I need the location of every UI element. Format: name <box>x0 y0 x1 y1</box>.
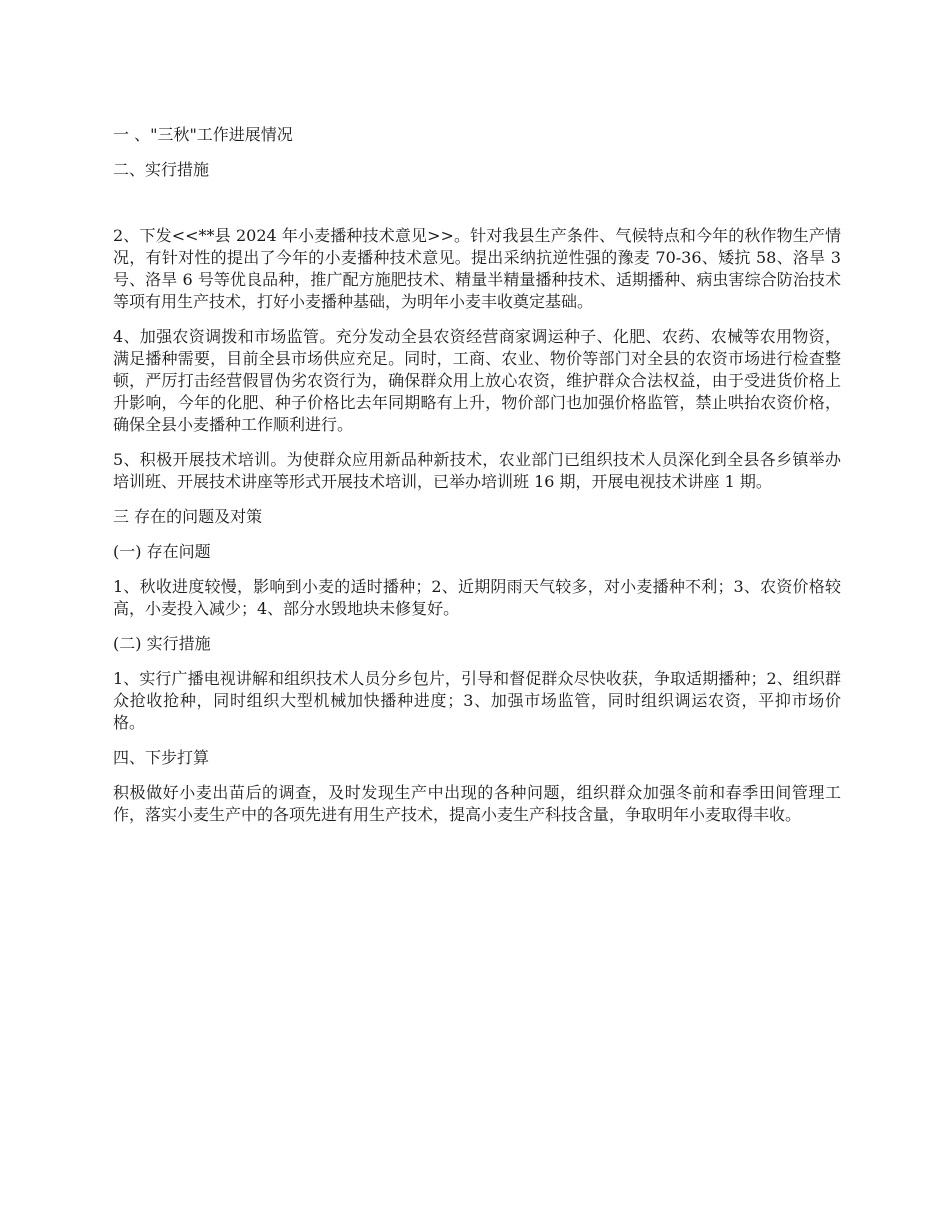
document-body <box>113 124 841 839</box>
subheading-problems: (一) 存在问题 <box>113 542 211 561</box>
paragraph-item-4: 4、加强农资调拨和市场监管。充分发动全县农资经营商家调运种子、化肥、农药、农械等农用物资，满足播种需要，目前全县市场供应充足。同时，工商、农业、物价等部门对全县的农资市场进行检查整顿，严厉打击经营假冒伪劣农资行为，确保群众用上放心农资，维护群众合法权益，由于受进货价格上升影响，今年的化肥、种子价格比去年同期略有上升，物价部门也加强价格监管，禁止哄抬农资价格，确保全县小麦播种工作顺利进行。 <box>113 327 841 434</box>
measures-paragraph: 1、实行广播电视讲解和组织技术人员分乡包片，引导和督促群众尽快收获，争取适期播种；2、组织群众抢收抢种，同时组织大型机械加快播种进度；3、加强市场监管，同时组织调运农资，平抑市场价格。 <box>113 669 841 732</box>
section-heading-2: 二、实行措施 <box>113 160 210 179</box>
problems-paragraph: 1、秋收进度较慢，影响到小麦的适时播种；2、近期阴雨天气较多，对小麦播种不利；3、农资价格较高，小麦投入减少；4、部分水毁地块未修复好。 <box>113 577 841 618</box>
section-heading-3: 三 存在的问题及对策 <box>113 507 263 526</box>
paragraph-item-5: 5、积极开展技术培训。为使群众应用新品种新技术，农业部门已组织技术人员深化到全县各乡镇举办培训班、开展技术讲座等形式开展技术培训，已举办培训班 16 期，开展电视技术讲座 1 期。 <box>113 450 841 491</box>
section-heading-4: 四、下步打算 <box>113 748 210 767</box>
section-heading-1: 一 、"三秋"工作进展情况 <box>113 125 293 144</box>
plan-paragraph: 积极做好小麦出苗后的调查，及时发现生产中出现的各种问题，组织群众加强冬前和春季田间管理工作，落实小麦生产中的各项先进有用生产技术，提高小麦生产科技含量，争取明年小麦取得丰收。 <box>113 783 841 824</box>
subheading-measures: (二) 实行措施 <box>113 634 211 653</box>
paragraph-item-2: 2、下发<<**县 2024 年小麦播种技术意见>>。针对我县生产条件、气候特点和今年的秋作物生产情况，有针对性的提出了今年的小麦播种技术意见。提出采纳抗逆性强的豫麦 70-36、矮抗 58、洛旱 3 号、洛旱 6 号等优良品种，推广配方施肥技术、精量半精量播种技术、适期播种、病虫害综合防治技术等项有用生产技术，打好小麦播种基础，为明年小麦丰收奠定基础。 <box>113 226 841 311</box>
